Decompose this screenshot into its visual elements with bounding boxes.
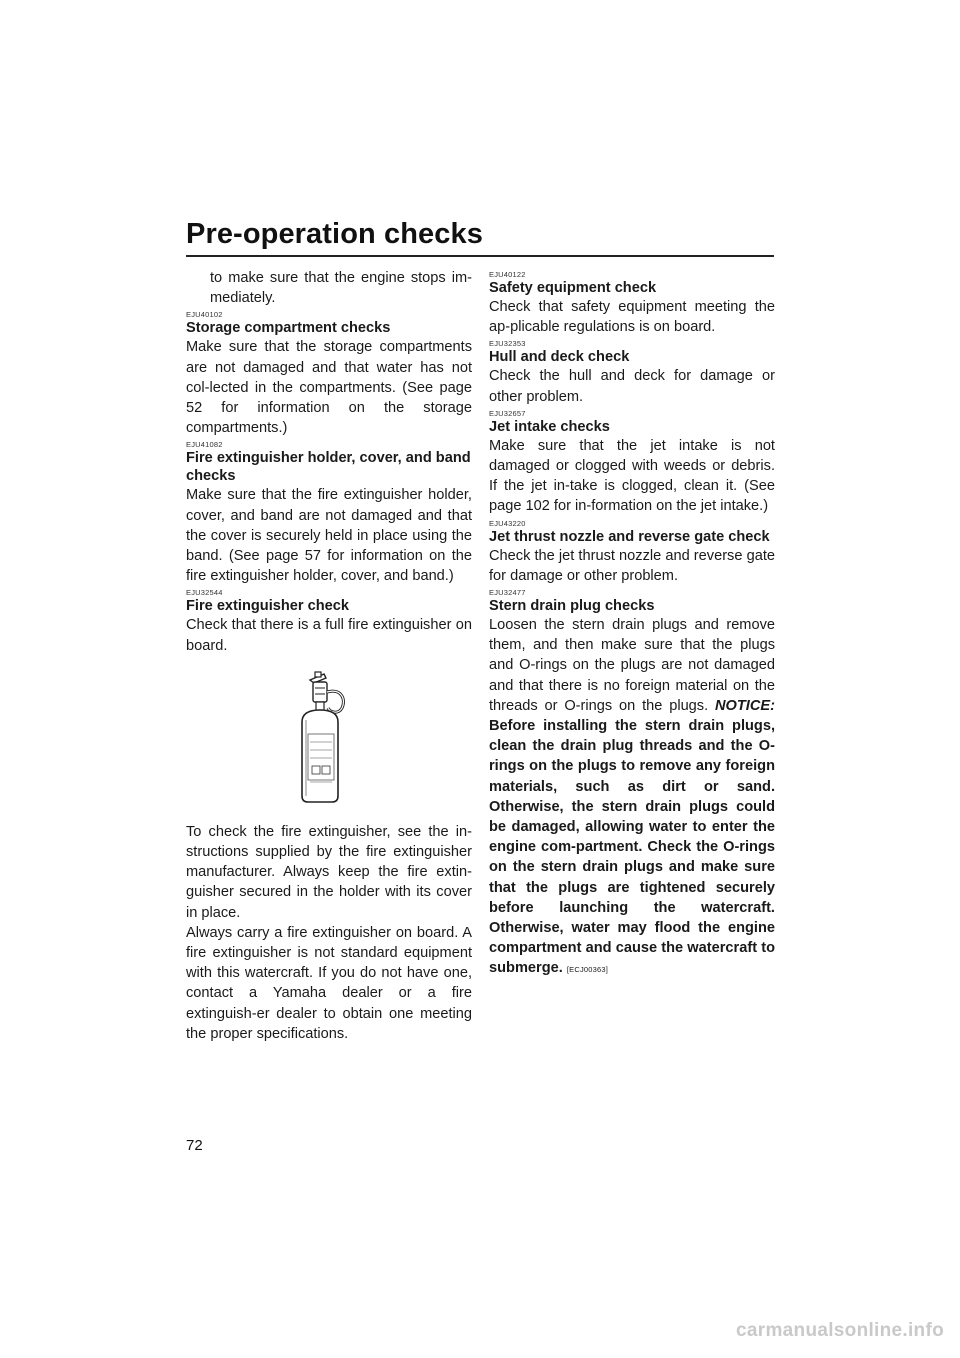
section-heading: Fire extinguisher check bbox=[186, 598, 350, 615]
left-column bbox=[186, 268, 472, 1044]
section-code: EJU32477 bbox=[489, 588, 526, 598]
intro-continuation: to make sure that the engine stops im-mediately. bbox=[210, 270, 472, 307]
section-body: Make sure that the jet intake is not damaged or clogged with weeds or debris. If the jet in-take is clogged, clean it. (See page 102 for in-formation on the jet intake.) bbox=[489, 437, 775, 515]
section-heading: Jet intake checks bbox=[489, 418, 610, 435]
page-number: 72 bbox=[186, 1137, 203, 1154]
section-heading: Fire extinguisher holder, cover, and band checks bbox=[186, 450, 471, 485]
section-heading: Hull and deck check bbox=[489, 349, 630, 366]
section-code: EJU43220 bbox=[489, 518, 526, 528]
section-code: EJU41082 bbox=[186, 440, 223, 450]
section-body: Loosen the stern drain plugs and remove them, and then make sure that the plugs and O-rings on the plugs are not damaged and that there is no foreign material on the threads or O-rings on the plugs. bbox=[489, 617, 775, 714]
section-body: Check the jet thrust nozzle and reverse gate for damage or other problem. bbox=[489, 547, 775, 584]
section-code: EJU32544 bbox=[186, 588, 223, 598]
title-rule bbox=[186, 255, 774, 257]
paragraph: Always carry a fire extinguisher on board. A fire extinguisher is not standard equipment with this watercraft. If you do not have one, contact a Yamaha dealer or a fire extinguish-er dealer to obtain one meeting the proper specifications. bbox=[186, 924, 472, 1042]
right-column bbox=[489, 268, 775, 981]
section-body: Check that there is a full fire extinguisher on board. bbox=[186, 617, 472, 654]
section-heading: Storage compartment checks bbox=[186, 320, 391, 337]
notice-body: Before installing the stern drain plugs, clean the drain plug threads and the O-rings on the plugs to remove any foreign materials, such as dirt or sand. Otherwise, the stern drain plugs could be damaged, allowing water to enter the engine com-partment. Check the O-rings on the stern drain plugs and make sure that the plugs are tightened securely before launching the watercraft. Otherwise, water may flood the engine compartment and cause the watercraft to submerge. bbox=[489, 718, 775, 977]
section-body: Check that safety equipment meeting the ap-plicable regulations is on board. bbox=[489, 299, 775, 336]
fire-extinguisher-figure bbox=[186, 670, 472, 804]
section-body: Check the hull and deck for damage or other problem. bbox=[489, 368, 775, 405]
section-heading: Safety equipment check bbox=[489, 280, 657, 296]
page-title: Pre-operation checks bbox=[186, 218, 483, 250]
fire-extinguisher-icon bbox=[294, 670, 364, 804]
section-heading: Jet thrust nozzle and reverse gate check bbox=[489, 528, 770, 545]
section-code: EJU40102 bbox=[186, 310, 223, 320]
notice-reference-code: [ECJ00363] bbox=[566, 965, 609, 975]
section-body: Make sure that the fire extinguisher holder, cover, and band are not damaged and that the cover is securely held in place using the band. (See page 57 for information on the fire extinguisher holder, cover, and band.) bbox=[186, 487, 472, 585]
stern-drain-body bbox=[489, 615, 775, 981]
section-code: EJU40122 bbox=[489, 270, 526, 279]
notice-label: NOTICE: bbox=[715, 697, 775, 714]
section-body: Make sure that the storage compartments are not damaged and that water has not col-lected in the compartments. (See page 52 for information on the storage compartments.) bbox=[186, 339, 472, 437]
paragraph: To check the fire extinguisher, see the in-structions supplied by the fire extinguisher manufacturer. Always keep the fire extin-guisher secured in the holder with its cover in place. bbox=[186, 823, 472, 921]
section-code: EJU32353 bbox=[489, 339, 526, 349]
section-code: EJU32657 bbox=[489, 408, 526, 418]
section-heading: Stern drain plug checks bbox=[489, 598, 655, 615]
watermark: carmanualsonline.info bbox=[736, 1320, 944, 1341]
